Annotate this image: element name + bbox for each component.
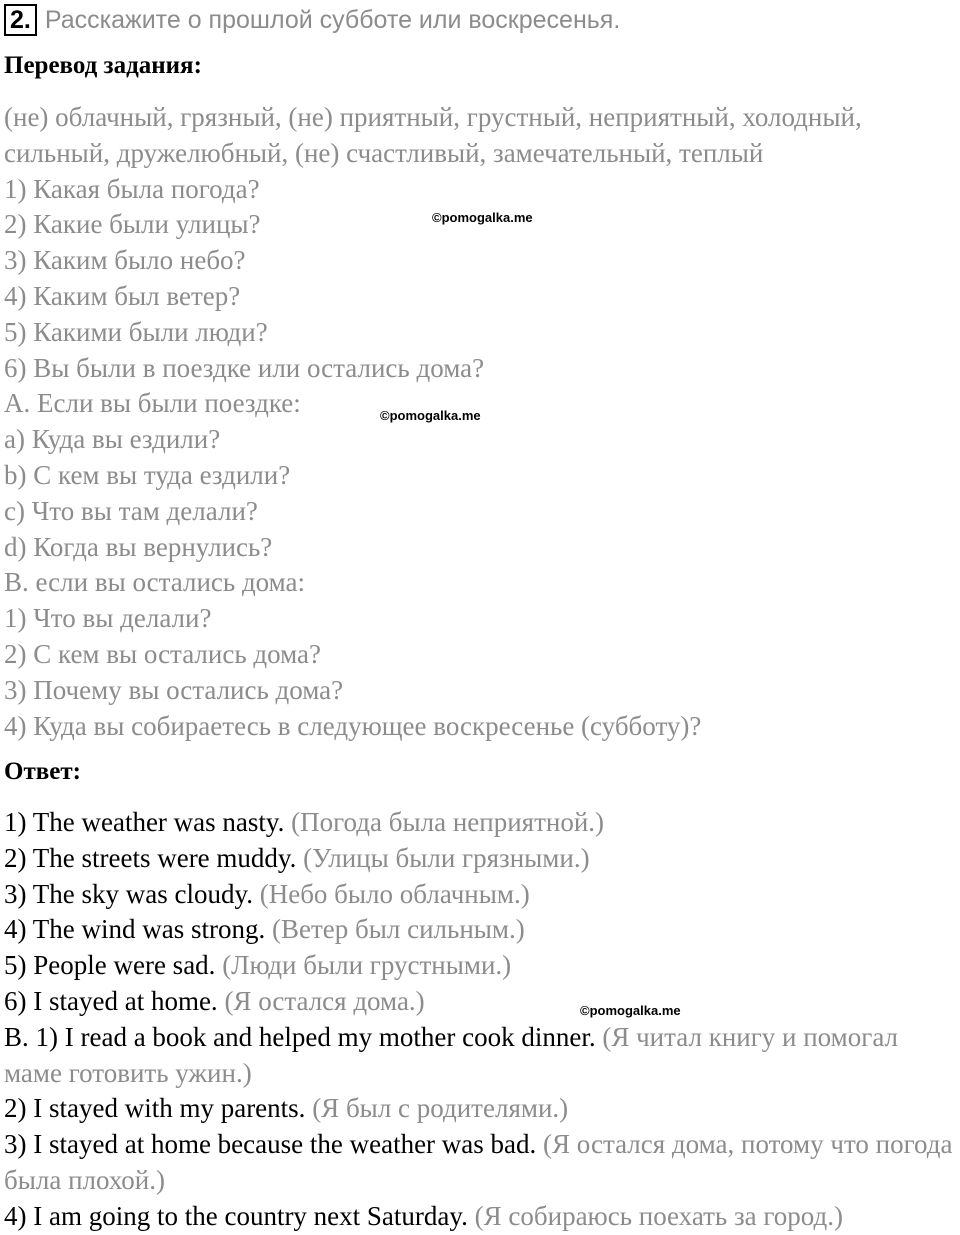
answer-en: 2) The streets were muddy.: [4, 842, 297, 873]
answer-item: [4, 1127, 956, 1199]
answer-item: [4, 912, 960, 948]
answer-en: 3) The sky was cloudy.: [4, 878, 253, 909]
translation-line: 1) Что вы делали?: [4, 603, 212, 634]
watermark: ©pomogalka.me: [580, 1003, 681, 1018]
translation-line: (не) облачный, грязный, (не) приятный, грустный, неприятный, холодный,: [4, 102, 862, 132]
task-header: [4, 2, 620, 38]
answer-ru: (Я остался дома.): [224, 985, 425, 1016]
answer-ru: (Я остался дома, потому что погода была плохой.): [4, 1129, 953, 1195]
translation-line: c) Что вы там делали?: [4, 495, 258, 526]
answer-ru: (Ветер был сильным.): [271, 914, 525, 945]
translation-line: 2) Какие были улицы?: [4, 209, 261, 240]
translation-line: B. если вы остались дома:: [4, 567, 306, 598]
answer-en: 2) I stayed with my parents.: [4, 1093, 306, 1124]
translation-line: 3) Каким было небо?: [4, 245, 246, 276]
translation-line: 5) Какими были люди?: [4, 316, 268, 347]
translation-line: 4) Каким был ветер?: [4, 280, 241, 311]
translation-line: 1) Какая была погода?: [4, 173, 260, 204]
answer-ru: (Я собираюсь поехать за город.): [474, 1200, 843, 1231]
answer-list: [4, 805, 960, 1235]
watermark: ©pomogalka.me: [380, 408, 481, 423]
answer-item: [4, 877, 960, 913]
answer-en: B. 1) I read a book and helped my mother cook dinner.: [4, 1021, 596, 1052]
answer-ru: (Погода была неприятной.): [291, 807, 605, 837]
answer-item: [4, 1091, 960, 1127]
translation-list: [4, 100, 960, 744]
task-text: Расскажите о прошлой субботе или воскресенья.: [44, 5, 621, 34]
answer-en: 4) The wind was strong.: [4, 914, 266, 945]
translation-line: 4) Куда вы собираетесь в следующее воскресенье (субботу)?: [4, 710, 702, 741]
answer-en: 1) The weather was nasty.: [4, 807, 285, 837]
answer-item: [4, 841, 960, 877]
answer-ru: (Я был с родителями.): [312, 1093, 569, 1124]
translation-line: a) Куда вы ездили?: [4, 424, 221, 455]
translation-line: сильный, дружелюбный, (не) счастливый, замечательный, теплый: [4, 137, 764, 168]
answer-ru: (Небо было облачным.): [259, 878, 530, 909]
answer-item: [4, 1199, 960, 1235]
answer-en: 5) People were sad.: [4, 950, 216, 981]
answer-item: [4, 948, 960, 984]
answer-item: [4, 805, 960, 841]
answer-ru: (Улицы были грязными.): [303, 842, 590, 873]
translation-line: b) С кем вы туда ездили?: [4, 459, 291, 490]
answer-item: [4, 984, 960, 1020]
answer-ru: (Люди были грустными.): [222, 950, 512, 981]
translation-line: d) Когда вы вернулись?: [4, 531, 273, 562]
answer-heading: Ответ:: [4, 758, 81, 785]
translation-line: 2) С кем вы остались дома?: [4, 638, 321, 669]
answer-en: 6) I stayed at home.: [4, 985, 218, 1016]
answer-item: [4, 1020, 956, 1092]
watermark: ©pomogalka.me: [432, 210, 533, 225]
translation-line: A. Если вы были поездке:: [4, 388, 301, 419]
translation-line: 3) Почему вы остались дома?: [4, 674, 344, 705]
answer-en: 4) I am going to the country next Saturday.: [4, 1200, 468, 1231]
answer-ru: (Я читал книгу и помогал маме готовить ужин.): [4, 1021, 899, 1088]
answer-en: 3) I stayed at home because the weather was bad.: [4, 1129, 537, 1160]
translation-heading: Перевод задания:: [4, 52, 202, 79]
task-number: 2.: [4, 4, 37, 36]
translation-line: 6) Вы были в поездке или остались дома?: [4, 352, 485, 383]
